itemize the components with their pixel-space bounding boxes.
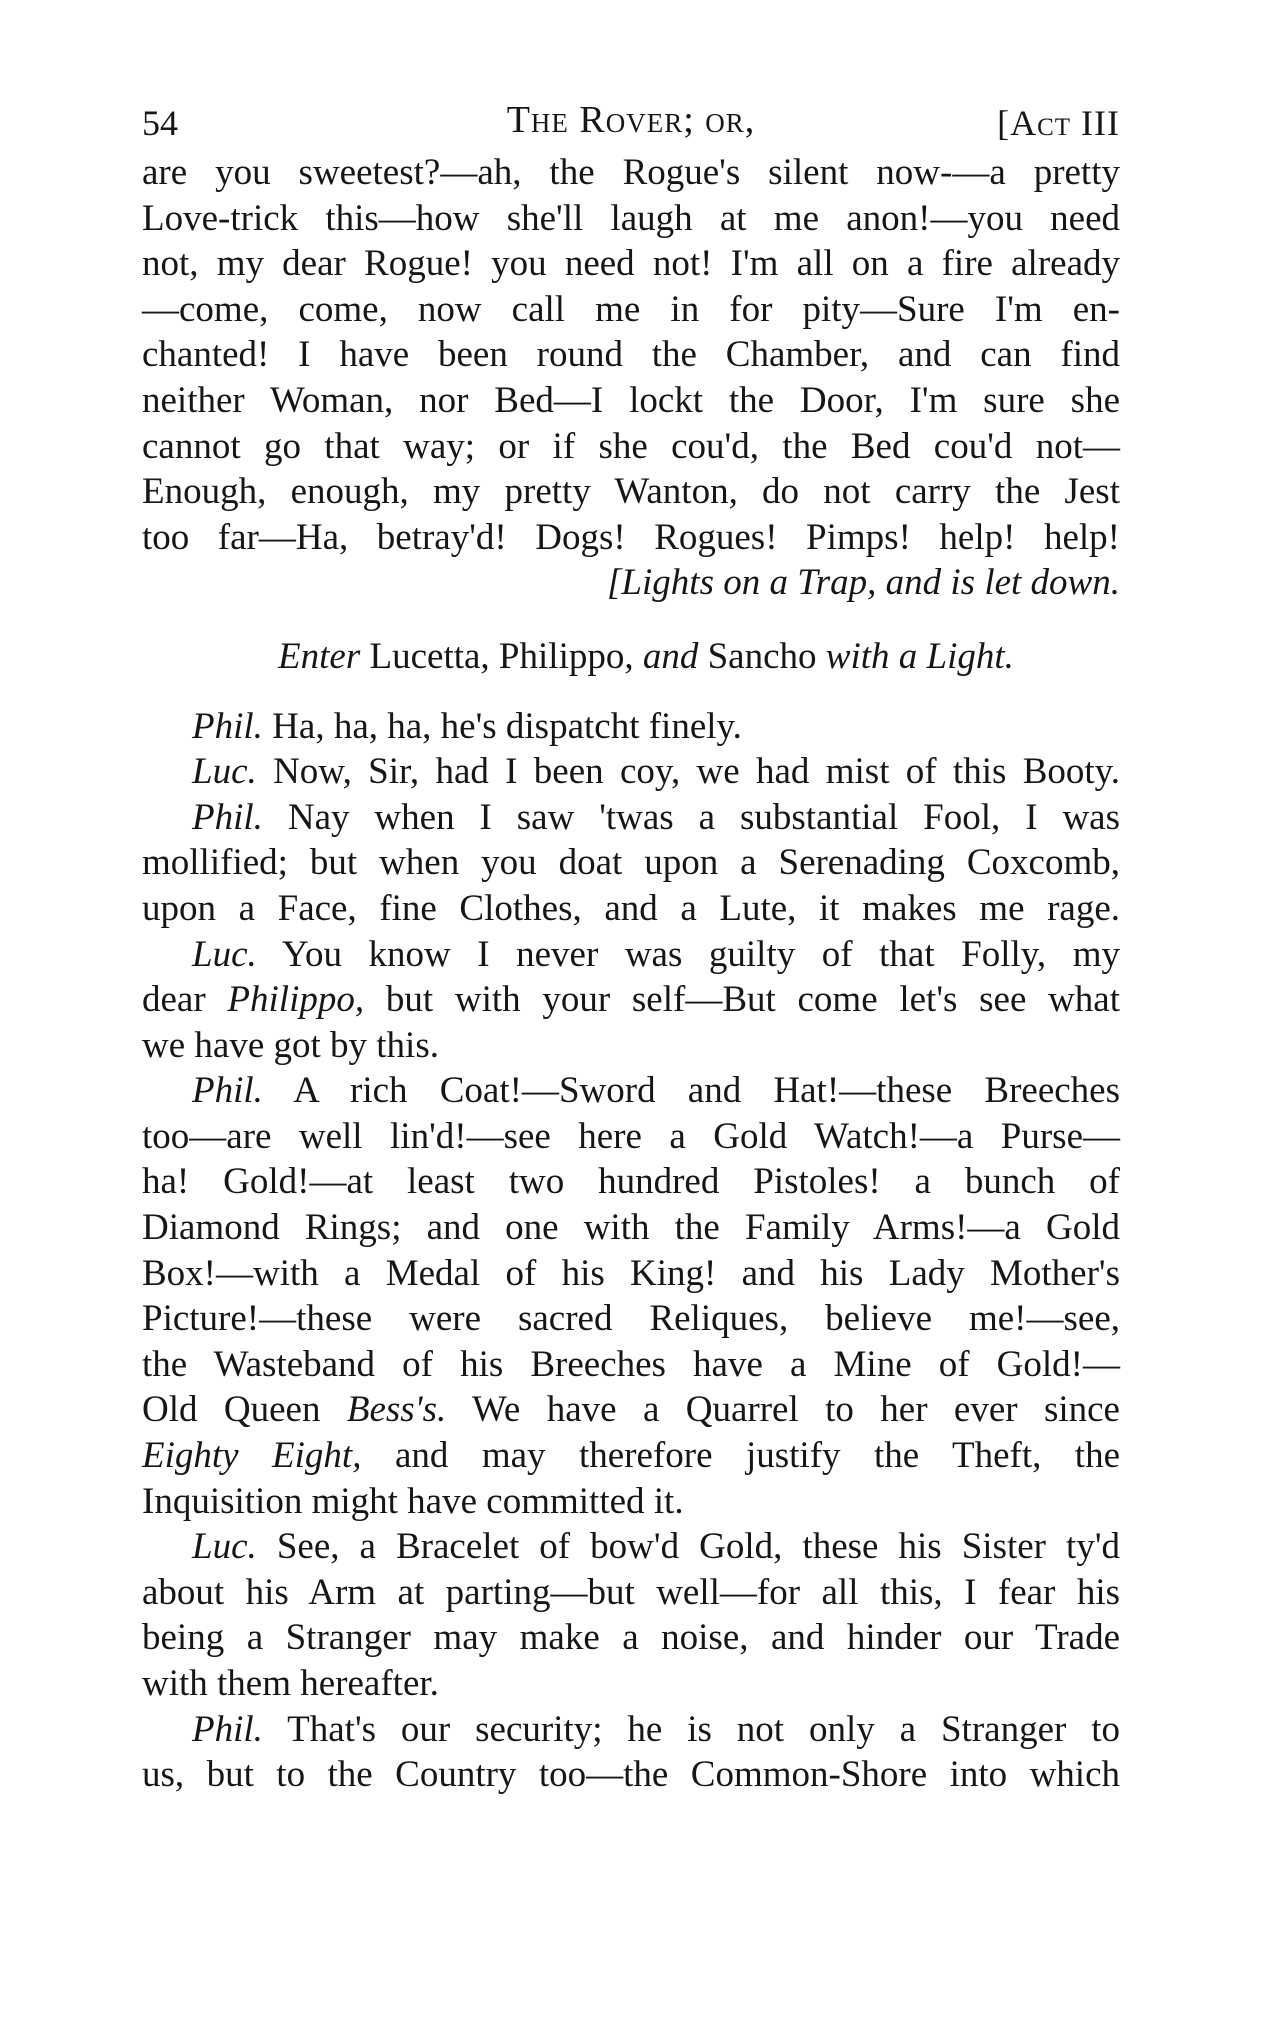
text-line: us, but to the Country too—the Common-Shore into which	[142, 1754, 1120, 1796]
text-line	[142, 1387, 1120, 1433]
text-fragment: Old Queen	[142, 1389, 321, 1431]
running-title: The Rover; or,	[506, 99, 756, 141]
speech-line	[142, 1068, 1120, 1114]
speaker-name: Luc.	[192, 751, 257, 793]
entrance-enter: Enter	[278, 635, 361, 677]
text-line: Picture!—these were sacred Reliques, believe me!—see,	[142, 1298, 1120, 1340]
text-line: Enough, enough, my pretty Wanton, do not carry the Jest	[142, 471, 1120, 513]
character-name: Philippo,	[227, 979, 365, 1021]
text-fragment: We have a Quarrel to her ever since	[471, 1389, 1120, 1431]
text-line: too far—Ha, betray'd! Dogs! Rogues! Pimps! help! help!	[142, 516, 1120, 558]
speaker-name: Phil.	[192, 1708, 263, 1750]
text-line: Diamond Rings; and one with the Family Arms!—a Gold	[142, 1207, 1120, 1249]
text-line: ha! Gold!—at least two hundred Pistoles! a bunch of	[142, 1161, 1120, 1203]
speech-text: Nay when I saw 'twas a substantial Fool, I was	[287, 796, 1121, 838]
entrance-with: with a Light.	[825, 635, 1014, 677]
speech-line	[142, 1707, 1120, 1753]
text-line: not, my dear Rogue! you need not! I'm all on a fire already	[142, 243, 1120, 285]
speaker-name: Phil.	[192, 796, 263, 838]
page-number: 54	[142, 103, 178, 143]
speech-text: Now, Sir, had I been coy, we had mist of this Booty.	[273, 751, 1121, 793]
character-name: Bess's.	[346, 1389, 447, 1431]
text-line: mollified; but when you doat upon a Serenading Coxcomb,	[142, 842, 1120, 884]
speech-line	[142, 932, 1120, 978]
text-line: being a Stranger may make a noise, and hinder our Trade	[142, 1617, 1120, 1659]
speech-text: You know I never was guilty of that Folly, my	[281, 933, 1120, 975]
text-line: are you sweetest?—ah, the Rogue's silent now-—a pretty	[142, 152, 1120, 193]
text-line: too—are well lin'd!—see here a Gold Watch!—a Purse—	[142, 1115, 1120, 1157]
text-line: chanted! I have been round the Chamber, and can find	[142, 334, 1120, 376]
text-line: about his Arm at parting—but well—for all this, I fear his	[142, 1571, 1120, 1613]
text-line: neither Woman, nor Bed—I lockt the Door, I'm sure she	[142, 379, 1120, 421]
speaker-name: Phil.	[192, 705, 263, 747]
speech-line	[142, 704, 1120, 750]
entrance-and: and	[642, 635, 699, 677]
text-line: cannot go that way; or if she cou'd, the Bed cou'd not—	[142, 425, 1120, 467]
text-line: the Wasteband of his Breeches have a Mine of Gold!—	[142, 1343, 1120, 1385]
text-line: Box!—with a Medal of his King! and his Lady Mother's	[142, 1252, 1120, 1294]
text-fragment: but with your self—But come let's see what	[385, 979, 1121, 1021]
text-line: Inquisition might have committed it.	[142, 1480, 684, 1522]
act-label: [Act III	[997, 103, 1120, 143]
text-fragment: dear	[142, 979, 206, 1021]
speaker-name: Phil.	[192, 1070, 263, 1112]
text-line: Love-trick this—how she'll laugh at me anon!—you need	[142, 197, 1120, 239]
text-line	[142, 1433, 1120, 1479]
speech-line	[142, 749, 1120, 795]
text-line: upon a Face, fine Clothes, and a Lute, it makes me rage.	[142, 887, 1120, 929]
speech-text: See, a Bracelet of bow'd Gold, these his Sister ty'd	[276, 1526, 1121, 1568]
stage-direction: [Lights on a Trap, and is let down.	[607, 562, 1120, 604]
speech-line	[142, 1524, 1120, 1570]
speaker-name: Luc.	[192, 933, 257, 975]
text-fragment: and may therefore justify the Theft, the	[394, 1435, 1121, 1477]
entrance-direction	[142, 634, 1120, 680]
body-text	[142, 150, 1120, 1798]
text-line: we have got by this.	[142, 1024, 439, 1066]
italic-phrase: Eighty Eight,	[142, 1435, 362, 1477]
text-line: with them hereafter.	[142, 1663, 439, 1704]
running-head	[142, 92, 1120, 148]
speech-text: A rich Coat!—Sword and Hat!—these Breeches	[293, 1070, 1120, 1112]
speaker-name: Luc.	[192, 1526, 257, 1568]
speech-text: Ha, ha, ha, he's dispatcht finely.	[272, 705, 742, 747]
speech-text: That's our security; he is not only a Stranger to	[287, 1708, 1120, 1750]
speech-line	[142, 795, 1120, 841]
entrance-name: Sancho	[707, 635, 817, 677]
text-line: —come, come, now call me in for pity—Sure I'm en-	[142, 288, 1120, 330]
entrance-names: Lucetta, Philippo,	[369, 635, 634, 677]
text-line	[142, 977, 1120, 1023]
